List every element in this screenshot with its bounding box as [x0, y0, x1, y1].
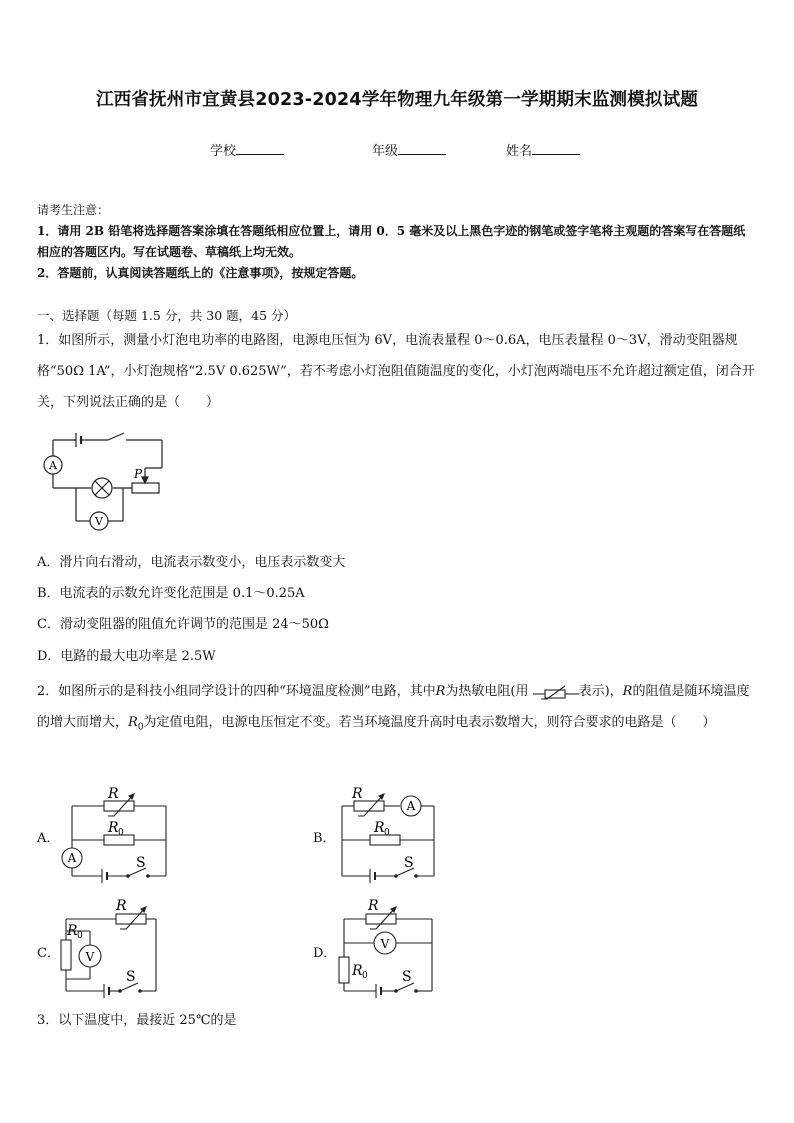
- circuit-c-r0-sub: 0: [77, 931, 83, 941]
- circuit-b-r0: R: [374, 820, 385, 836]
- page-title: 江西省抚州市宜黄县2023-2024学年物理九年级第一学期期末监测模拟试题: [95, 90, 699, 110]
- q1-slider-label: P: [134, 467, 143, 481]
- q1-option-a[interactable]: A．滑片向右滑动，电流表示数变小，电压表示数变大: [37, 555, 346, 570]
- q2-stem-1: 2．如图所示的是科技小组同学设计的四种“环境温度检测”电路，其中: [37, 684, 436, 699]
- circuit-c-r0: R: [67, 923, 78, 939]
- circuit-b-ammeter: A: [406, 799, 416, 813]
- circuit-a-r0: R: [108, 820, 119, 836]
- question-1-stem: 1．如图所示，测量小灯泡电功率的电路图，电源电压恒为 6V，电流表量程 0～0.6A，电压表量程 0～3V，滑动变阻器规格“50Ω 1A”，小灯泡规格“2.5V 0.625W”，若不考虑小灯泡阻值随温度的变化，小灯泡两端电压不允许超过额定值，闭合开关，下列说法正确的是（ ）: [37, 333, 755, 410]
- q2-stem-r2: R: [622, 684, 633, 699]
- circuit-d-voltmeter: V: [380, 937, 390, 951]
- q2-stem-3: 表示)，: [578, 684, 623, 699]
- grade-blank[interactable]: [398, 142, 446, 155]
- circuit-c-voltmeter: V: [85, 950, 95, 964]
- notice-item-2: 2．答题前，认真阅读答题纸上的《注意事项》，按规定答题。: [37, 266, 364, 280]
- notice-block: [37, 200, 757, 284]
- grade-label: 年级: [372, 144, 399, 159]
- q2-option-a-label[interactable]: A．: [37, 831, 60, 846]
- notice-item-1: 1．请用 2B 铅笔将选择题答案涂填在答题纸相应位置上，请用 0．5 毫米及以上黑色字迹的钢笔或签字笔将主观题的答案写在答题纸相应的答题区内。写在试题卷、草稿纸上均无效。: [37, 224, 746, 259]
- q1-option-d[interactable]: D．电路的最大电功率是 2.5W: [37, 649, 216, 664]
- q2-option-d-label[interactable]: D．: [313, 946, 337, 961]
- q2-option-b-label[interactable]: B．: [313, 831, 336, 846]
- circuit-d-r: R: [368, 898, 379, 914]
- q2-stem-4: 的阻值是随环境温度的增大而增大，: [37, 684, 750, 730]
- q2-circuit-d[interactable]: [332, 895, 442, 1005]
- circuit-c-r: R: [116, 898, 127, 914]
- q2-stem-2: 为热敏电阻(用: [445, 684, 529, 699]
- q2-stem-r: R: [435, 684, 446, 699]
- q2-option-c-label[interactable]: C．: [37, 946, 60, 961]
- circuit-d-switch: S: [402, 969, 412, 985]
- name-field: [506, 140, 580, 159]
- circuit-c-switch: S: [126, 969, 136, 985]
- section-heading: 一、选择题（每题 1.5 分，共 30 题，45 分）: [37, 308, 297, 323]
- name-blank[interactable]: [532, 142, 580, 155]
- grade-field: [372, 140, 446, 159]
- circuit-d-r0-sub: 0: [362, 971, 368, 981]
- circuit-b-r: R: [352, 786, 363, 802]
- thermistor-icon: [533, 684, 579, 700]
- q2-circuit-c[interactable]: [56, 895, 166, 1005]
- school-blank[interactable]: [236, 142, 284, 155]
- q1-ammeter-label: A: [49, 459, 57, 472]
- q1-option-b[interactable]: B．电流表的示数允许变化范围是 0.1～0.25A: [37, 586, 305, 601]
- q2-stem-r0: R: [128, 715, 138, 730]
- circuit-a-r: R: [108, 786, 119, 802]
- circuit-b-r0-sub: 0: [384, 828, 390, 838]
- school-label: 学校: [210, 144, 237, 159]
- circuit-a-ammeter: A: [67, 851, 77, 865]
- circuit-b-switch: S: [404, 855, 414, 871]
- circuit-a-r0-sub: 0: [118, 828, 124, 838]
- circuit-a-switch: S: [136, 855, 146, 871]
- notice-heading: 请考生注意：: [37, 203, 110, 217]
- q1-option-c[interactable]: C．滑动变阻器的阻值允许调节的范围是 24～50Ω: [37, 617, 329, 632]
- circuit-d-r0: R: [352, 963, 363, 979]
- q2-circuit-a[interactable]: [58, 780, 176, 890]
- name-label: 姓名: [506, 144, 533, 159]
- school-field: [210, 140, 284, 159]
- question-2-stem: [37, 676, 757, 744]
- q2-stem-r0-sub: 0: [137, 722, 144, 733]
- q2-circuit-b[interactable]: [330, 780, 448, 890]
- q1-voltmeter-label: V: [95, 515, 103, 528]
- question-1-circuit: [38, 428, 173, 533]
- question-3-stem: 3．以下温度中，最接近 25℃的是: [37, 1013, 237, 1028]
- q2-stem-5: 为定值电阻，电源电压恒定不变。若当环境温度升高时电表示数增大，则符合要求的电路是（ ）: [143, 715, 716, 730]
